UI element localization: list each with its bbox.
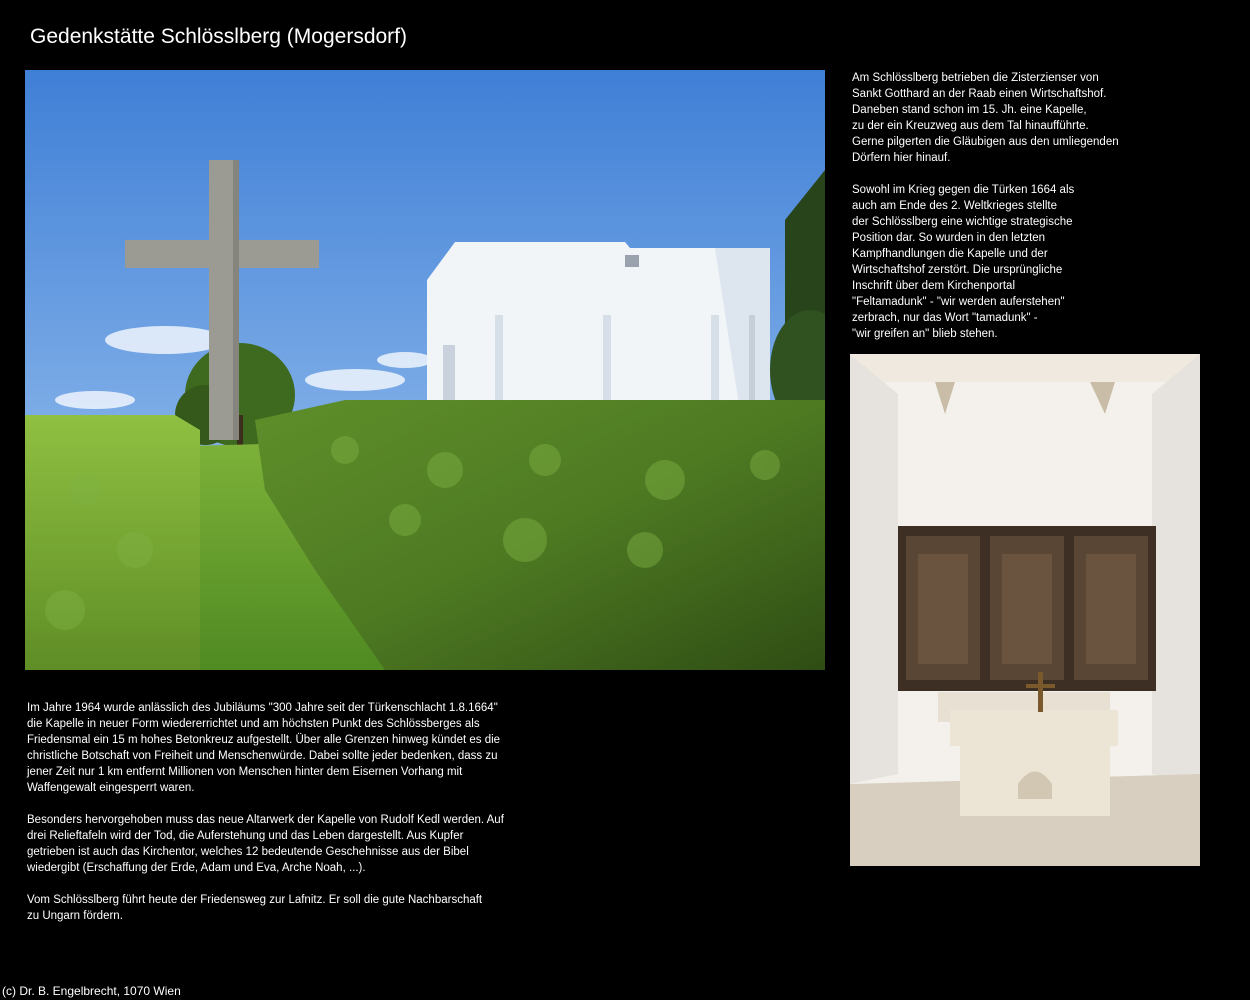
altar-image [850,354,1200,866]
copyright-footer: (c) Dr. B. Engelbrecht, 1070 Wien [2,984,181,998]
history-paragraph: Am Schlösslberg betrieben die Zisterzienser von Sankt Gotthard an der Raab einen Wirtschaftshof. Daneben stand schon im 15. Jh. eine Kapelle, zu der ein Kreuzweg aus dem Tal hinaufführte. Gerne pilgerten die Gläubigen aus den umliegenden Dörfern hier hinauf. [852,72,1119,164]
rebuild-paragraph: Im Jahre 1964 wurde anlässlich des Jubiläums "300 Jahre seit der Türkenschlacht 1.8.1664" die Kapelle in neuer Form wiedererrichtet und am höchsten Punkt des Schlössberges als Friedensmal ein 15 m hohes Betonkreuz aufgestellt. Über alle Grenzen hinweg kündet es die christliche Botschaft von Freiheit und Menschenwürde. Dabei sollte jeder bedenken, dass zu jener Zeit nur 1 km entfernt Millionen von Menschen hinter dem Eisernen Vorhang mit Waffengewalt eingesperrt waren. [27,702,501,794]
altar-paragraph: Besonders hervorgehoben muss das neue Altarwerk der Kapelle von Rudolf Kedl werden. Auf drei Relieftafeln wird der Tod, die Auferstehung und das Leben dargestellt. Aus Kupfer getrieben ist auch das Kirchentor, welches 12 bedeutende Geschehnisse aus der Bibel wiedergibt (Erschaffung der Erde, Adam und Eva, Arche Noah, ...). [27,814,504,874]
stone-altar [950,710,1118,816]
relief-triptych [898,526,1156,691]
chapel-building [427,242,770,412]
cross-and-chapel-photo[interactable] [25,70,825,670]
main-description [27,700,537,924]
altar-photo[interactable] [850,354,1200,866]
page-title: Gedenkstätte Schlösslberg (Mogersdorf) [30,25,408,48]
cross-and-chapel-image [25,70,825,670]
friedensweg-paragraph: Vom Schlösslberg führt heute der Friedensweg zur Lafnitz. Er soll die gute Nachbarschaft zu Ungarn fördern. [27,894,483,922]
side-description [852,70,1182,342]
war-paragraph: Sowohl im Krieg gegen die Türken 1664 als auch am Ende des 2. Weltkrieges stellte der Schlösslberg eine wichtige strategische Position dar. So wurden in den letzten Kampfhandlungen die Kapelle und der Wirtschaftshof zerstört. Die ursprüngliche Inschrift über dem Kirchenportal "Feltamadunk" - "wir werden auferstehen" zerbrach, nur das Wort "tamadunk" - "wir greifen an" blieb stehen. [852,184,1075,340]
